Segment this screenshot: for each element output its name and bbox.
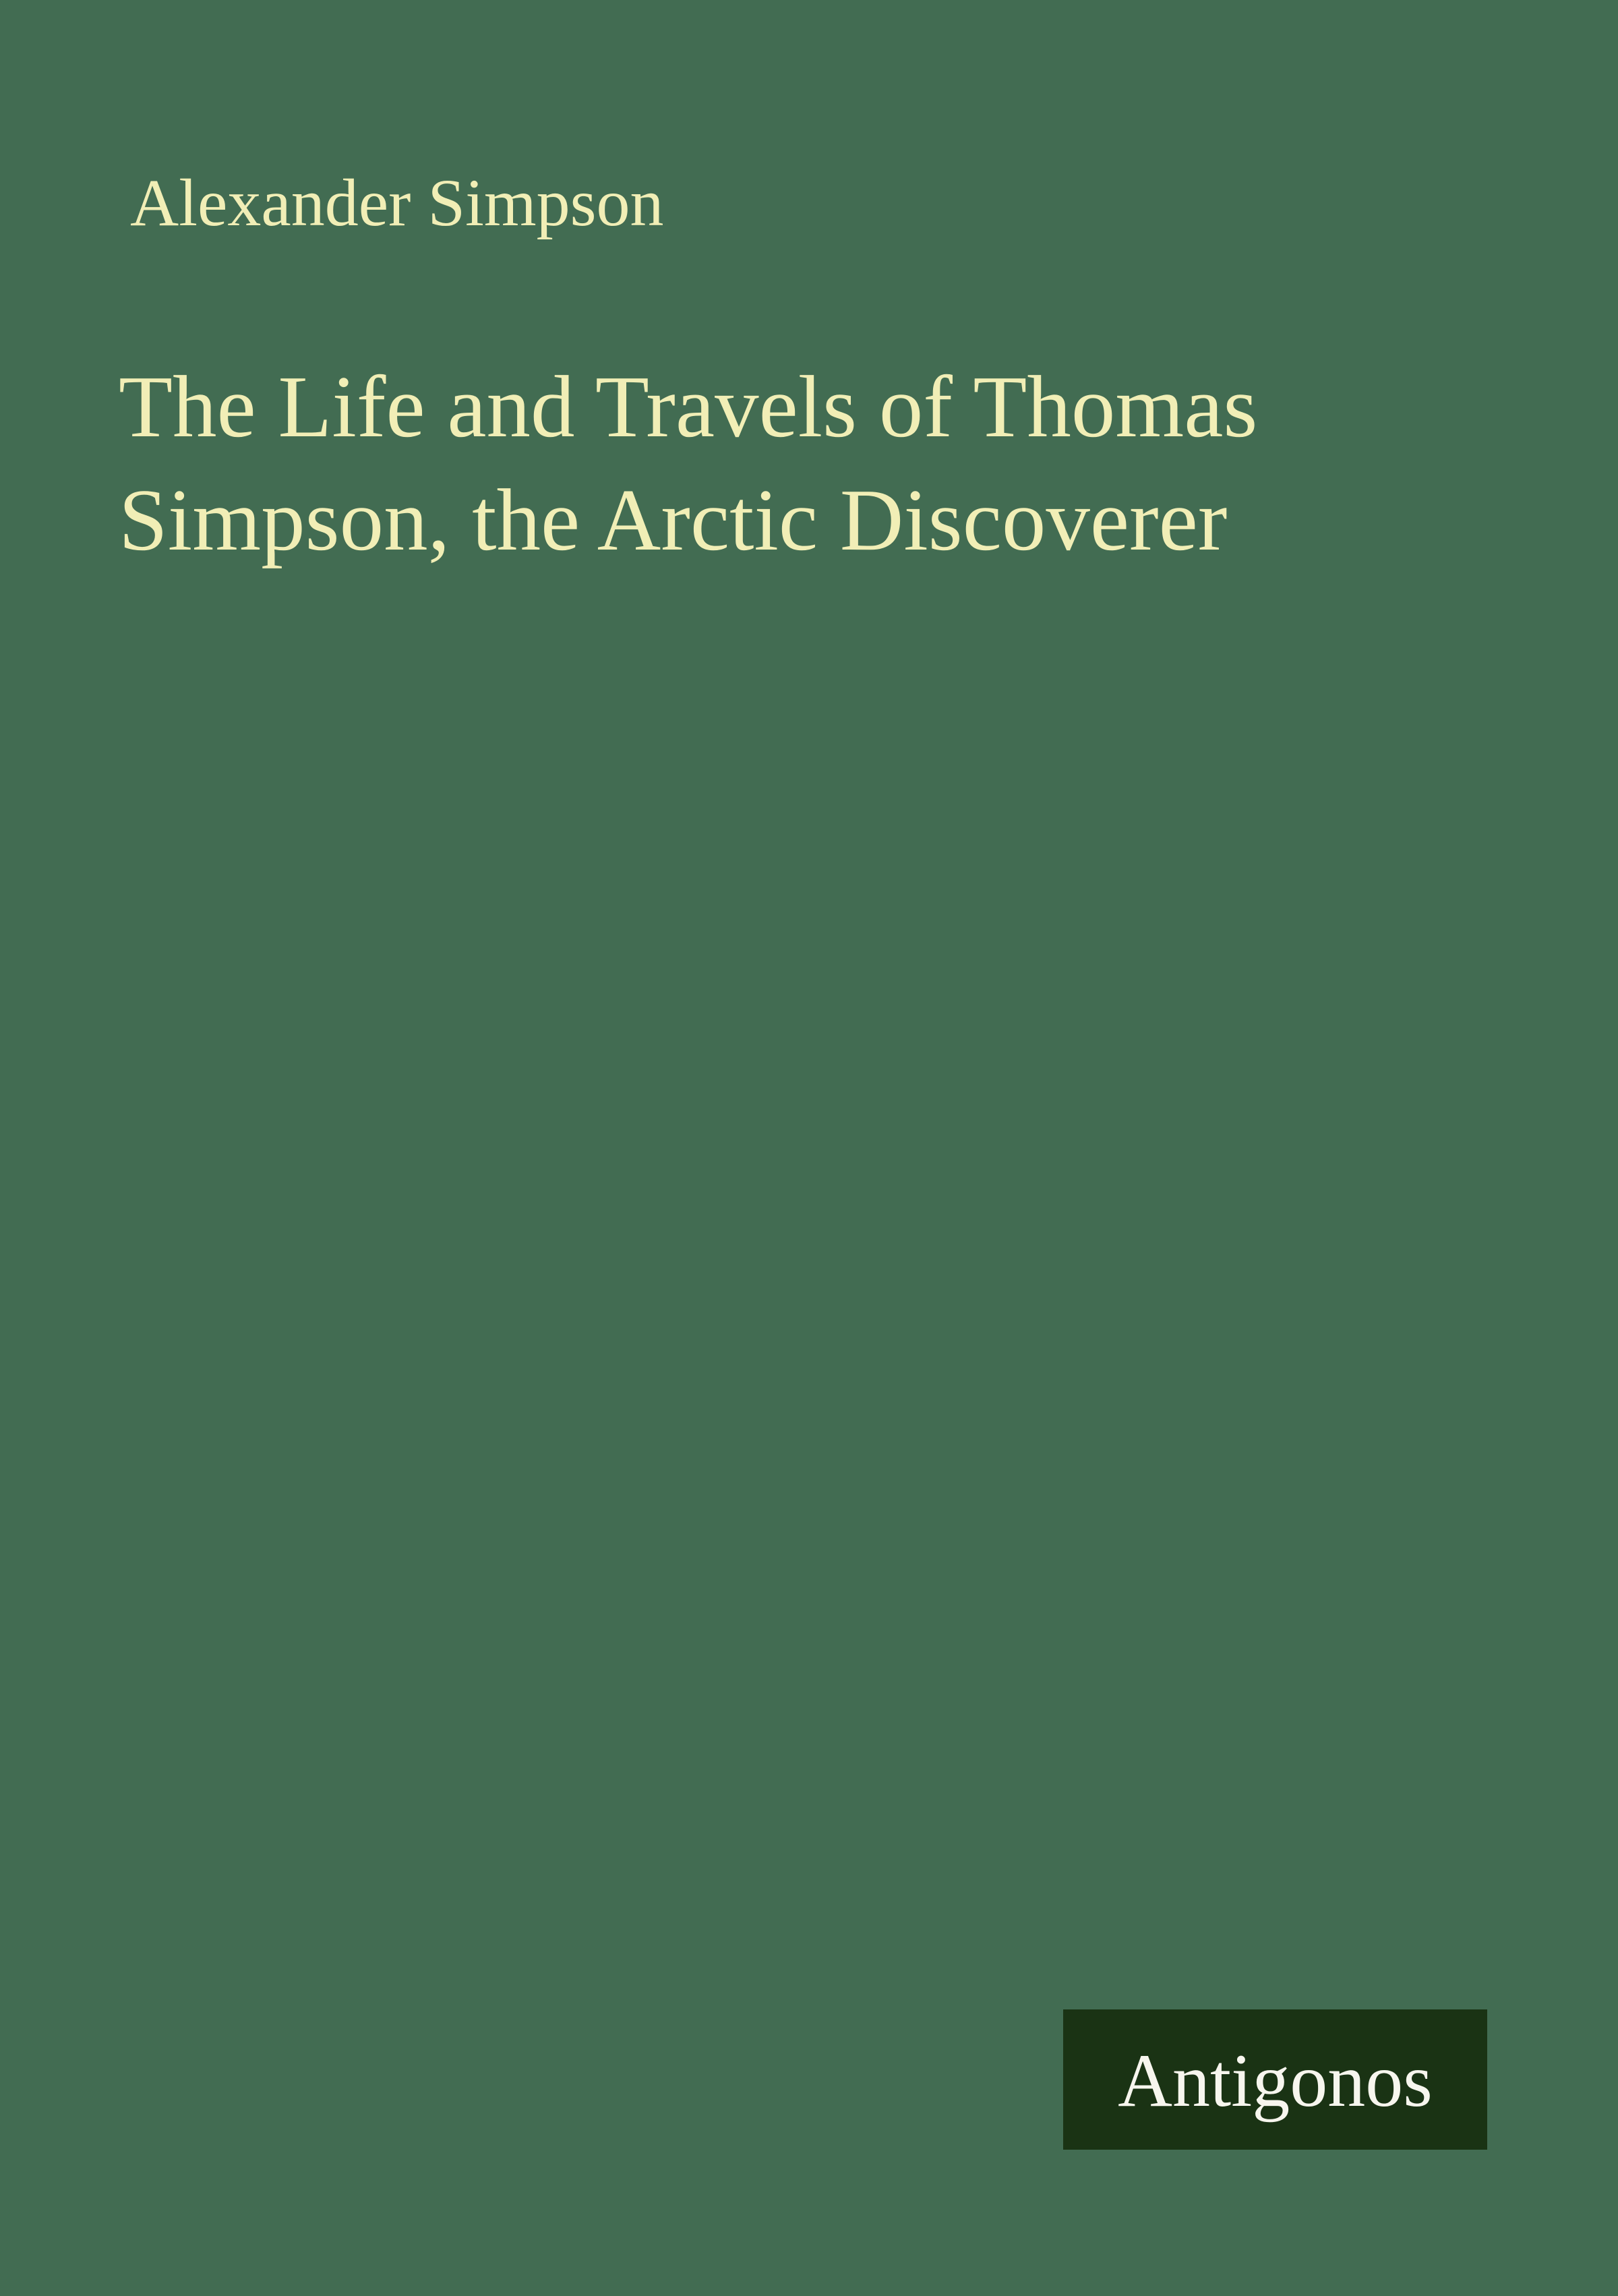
book-title-line-1: The Life and Travels of Thomas <box>119 358 1258 456</box>
book-title-line-2: Simpson, the Arctic Discoverer <box>119 471 1228 569</box>
publisher-name: Antigonos <box>1118 2039 1433 2123</box>
author-name: Alexander Simpson <box>130 165 664 240</box>
book-title <box>119 351 1257 577</box>
publisher-logo <box>1063 2009 1487 2150</box>
